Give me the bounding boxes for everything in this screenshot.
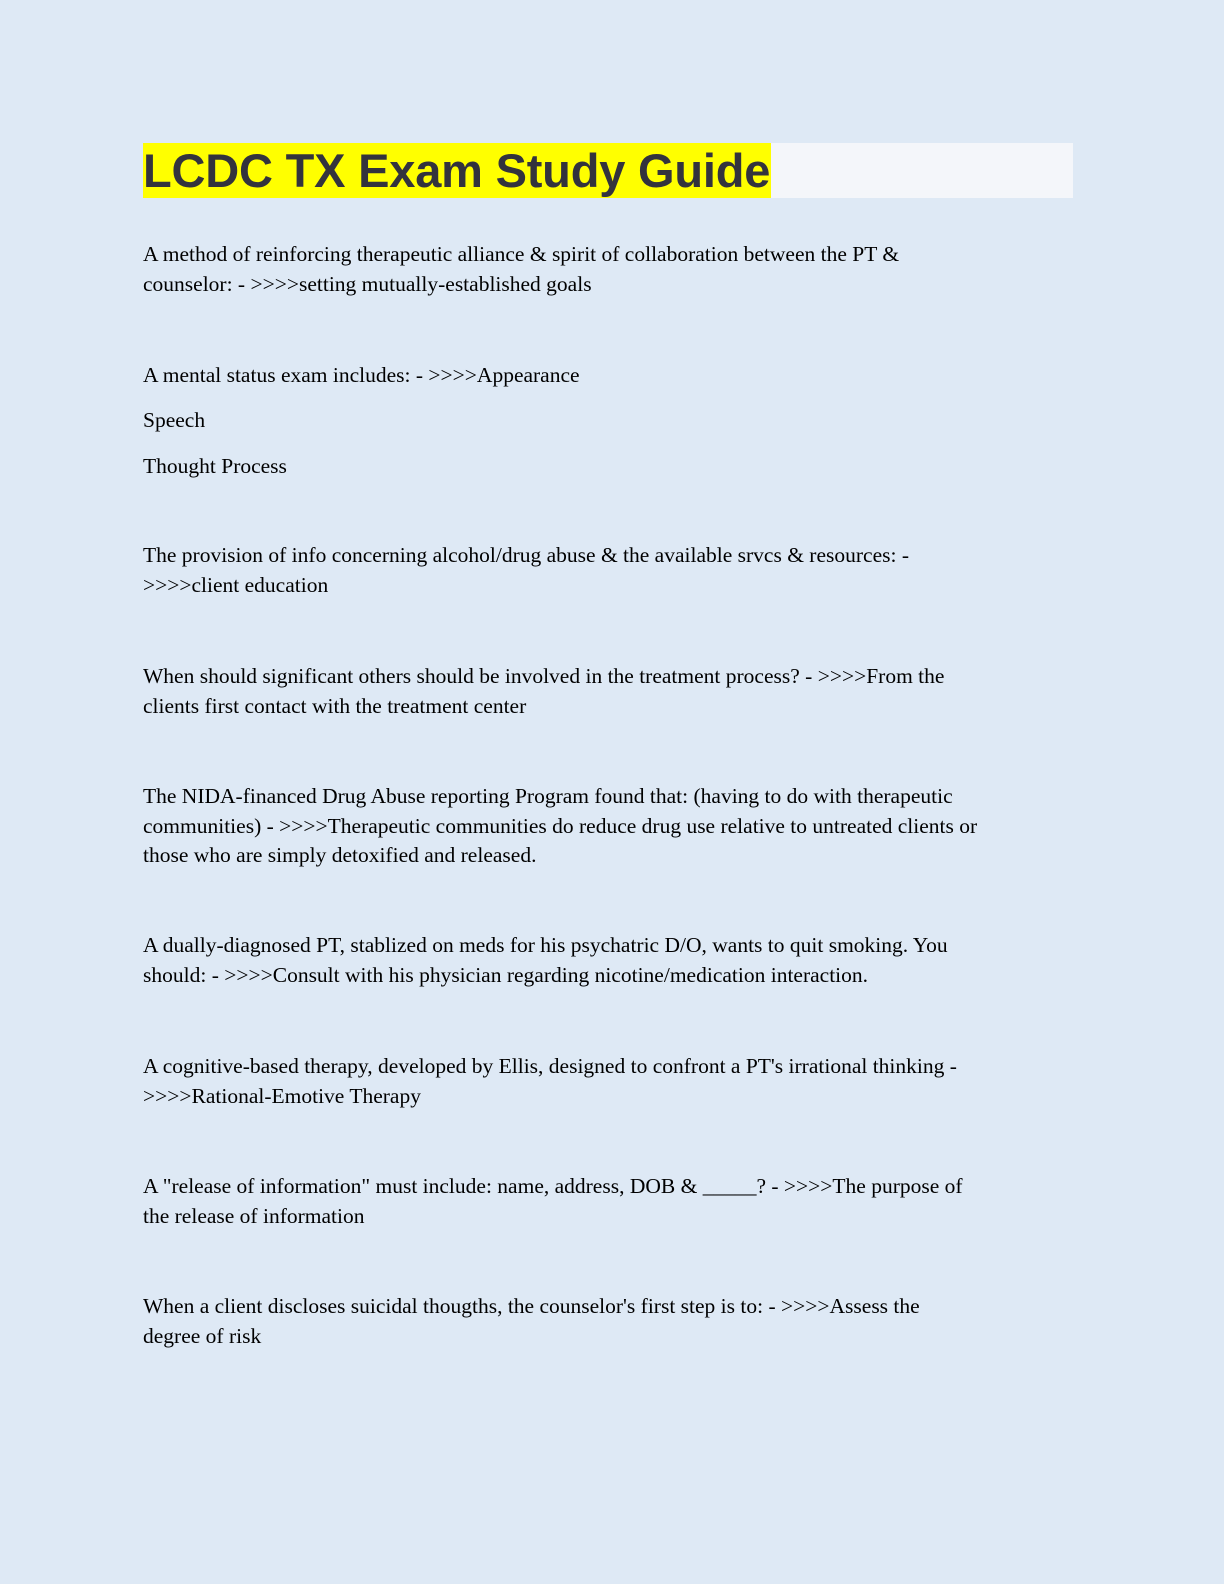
qa-line: the release of information bbox=[143, 1203, 365, 1228]
qa-line: A mental status exam includes: - >>>>Appearance bbox=[143, 363, 580, 387]
qa-item bbox=[143, 541, 1083, 600]
qa-line: A cognitive-based therapy, developed by Ellis, designed to confront a PT's irrational thinking - bbox=[143, 1054, 957, 1078]
qa-line: counselor: - >>>>setting mutually-established goals bbox=[143, 271, 592, 296]
qa-line: The provision of info concerning alcohol/drug abuse & the available srvcs & resources: - bbox=[143, 543, 910, 567]
qa-item bbox=[143, 240, 1083, 299]
qa-line: >>>>client education bbox=[143, 572, 329, 597]
qa-item bbox=[143, 782, 1083, 871]
qa-line: A method of reinforcing therapeutic alliance & spirit of collaboration between the PT & bbox=[143, 242, 900, 266]
title-banner bbox=[143, 143, 1073, 198]
qa-item bbox=[143, 1172, 1083, 1231]
qa-line: should: - >>>>Consult with his physician regarding nicotine/medication interaction. bbox=[143, 962, 869, 987]
qa-item bbox=[143, 361, 1083, 391]
qa-line: those who are simply detoxified and released. bbox=[143, 843, 537, 867]
document-title: LCDC TX Exam Study Guide bbox=[143, 144, 771, 197]
qa-line: >>>>Rational-Emotive Therapy bbox=[143, 1083, 421, 1108]
qa-item bbox=[143, 1292, 1083, 1351]
qa-item bbox=[143, 1052, 1083, 1111]
qa-line: The NIDA-financed Drug Abuse reporting Program found that: (having to do with therapeutic bbox=[143, 784, 953, 808]
qa-line: clients first contact with the treatment center bbox=[143, 693, 527, 718]
qa-line: When should significant others should be involved in the treatment process? - >>>>From the bbox=[143, 664, 945, 688]
qa-line: A "release of information" must include: name, address, DOB & _____? - >>>>The purpose of bbox=[143, 1174, 963, 1198]
qa-line: When a client discloses suicidal thougths, the counselor's first step is to: - >>>>Assess the bbox=[143, 1294, 920, 1318]
qa-item bbox=[143, 662, 1083, 721]
qa-line: degree of risk bbox=[143, 1323, 262, 1348]
qa-line: communities) - >>>>Therapeutic communities do reduce drug use relative to untreated clients or bbox=[143, 813, 978, 838]
qa-item bbox=[143, 931, 1083, 990]
qa-extra-line: Thought Process bbox=[143, 454, 287, 478]
qa-line: A dually-diagnosed PT, stablized on meds for his psychatric D/O, wants to quit smoking. You bbox=[143, 933, 948, 957]
qa-extra-line: Speech bbox=[143, 408, 206, 432]
